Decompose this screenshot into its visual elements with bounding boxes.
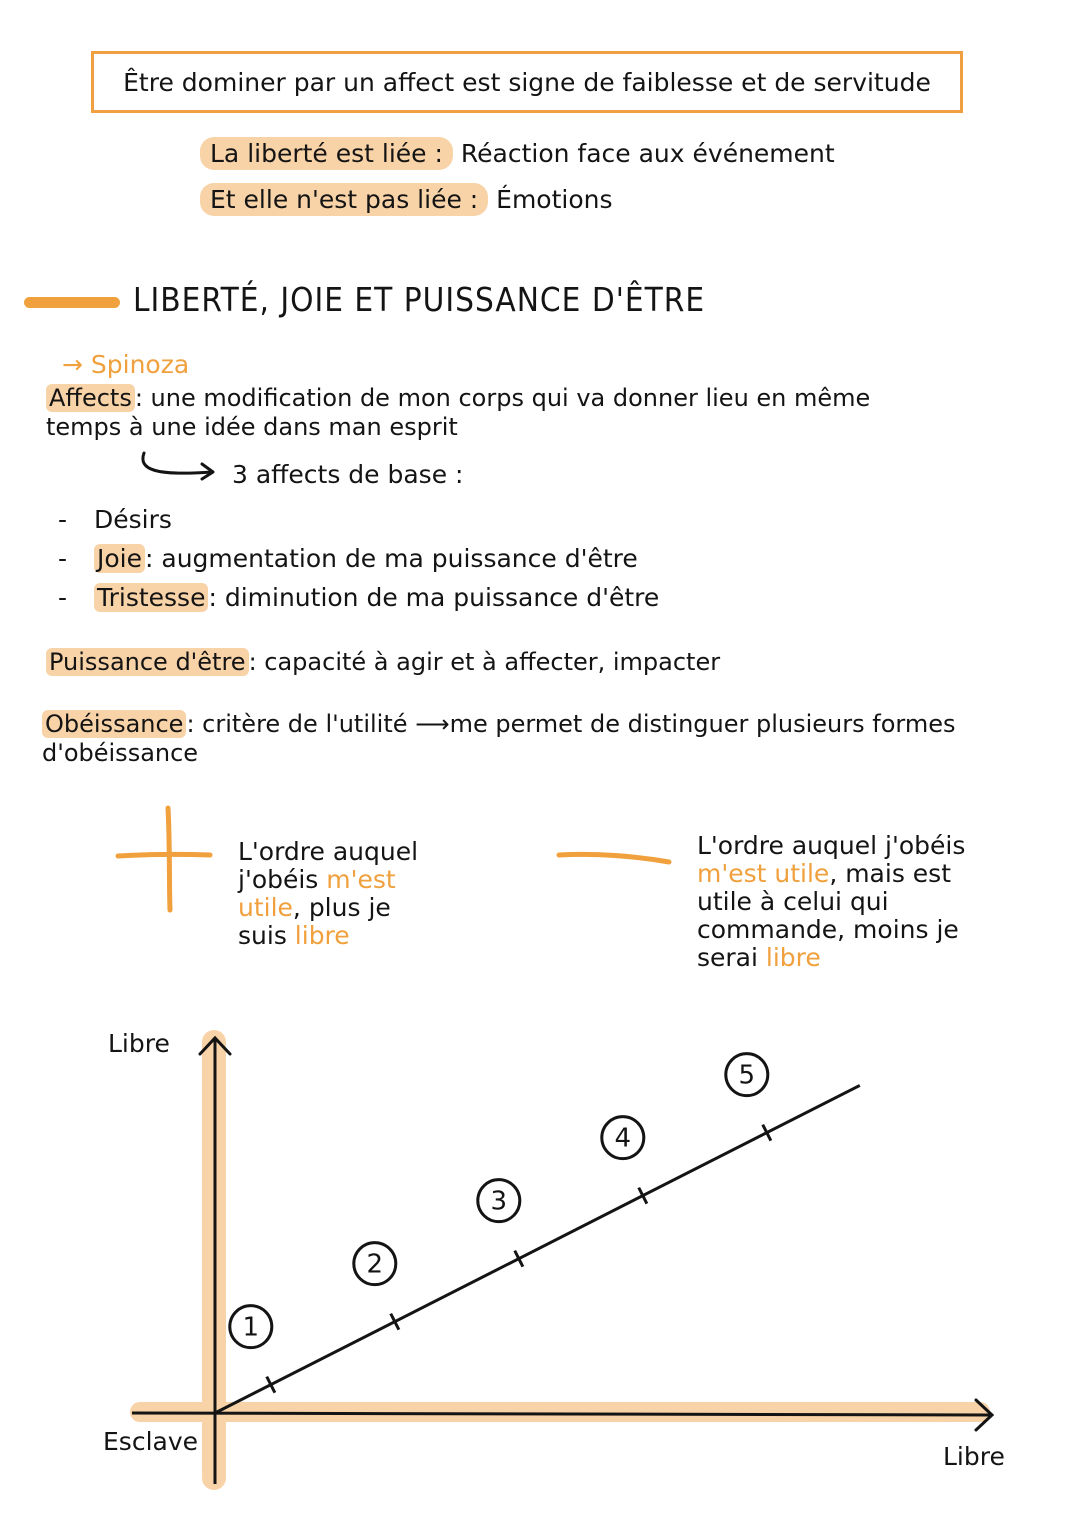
list-item <box>58 544 659 583</box>
plus-highlight: libre <box>294 921 350 950</box>
origin-label: Esclave <box>103 1427 199 1456</box>
minus-highlight: m'est utile <box>697 859 830 888</box>
minus-column-text <box>697 832 965 972</box>
puissance-definition <box>46 648 720 676</box>
bullet-term: Désirs <box>94 505 172 534</box>
x-axis-label: Libre <box>943 1442 1005 1471</box>
affects-def-line2: temps à une idée dans man esprit <box>46 413 458 441</box>
list-item <box>58 505 659 544</box>
arrow-icon: ⟶ <box>415 710 450 738</box>
base-affects-intro: 3 affects de base : <box>232 460 464 489</box>
minus-icon <box>555 846 675 870</box>
liberty-not-linked-row <box>200 185 613 214</box>
header-title: Être dominer par un affect est signe de faiblesse et de servitude <box>123 67 931 97</box>
plus-line: L'ordre auquel <box>238 837 419 866</box>
minus-line: utile à celui qui <box>697 887 889 916</box>
liberty-linked-label: La liberté est liée : <box>200 137 453 170</box>
y-axis-label: Libre <box>108 1029 170 1058</box>
bullet-def: : diminution de ma puissance d'être <box>208 583 660 612</box>
minus-line: commande, moins je <box>697 915 959 944</box>
section-title: LIBERTÉ, JOIE ET PUISSANCE D'ÊTRE <box>133 280 706 319</box>
plus-icon <box>112 804 216 916</box>
bullet-dash: - <box>58 544 68 573</box>
minus-highlight: libre <box>765 943 821 972</box>
point-label: 1 <box>242 1312 260 1343</box>
affects-list <box>58 505 659 622</box>
plus-highlight: m'est <box>326 865 396 894</box>
liberty-not-linked-value: Émotions <box>496 185 613 214</box>
progress-line <box>215 1085 860 1413</box>
minus-line: serai <box>697 943 758 972</box>
point-label: 5 <box>738 1060 756 1091</box>
bullet-def: : augmentation de ma puissance d'être <box>145 544 638 573</box>
obeissance-definition <box>42 710 1052 768</box>
plus-line: j'obéis <box>238 865 319 894</box>
puissance-def: : capacité à agir et à affecter, impacter <box>248 648 721 676</box>
affects-term: Affects <box>46 384 135 412</box>
x-axis <box>132 1413 990 1415</box>
bullet-term: Tristesse <box>94 583 208 612</box>
obeissance-def1: : critère de l'utilité <box>186 710 408 738</box>
plus-line: suis <box>238 921 287 950</box>
puissance-term: Puissance d'être <box>46 648 249 676</box>
minus-line: L'ordre auquel j'obéis <box>697 831 966 860</box>
plus-highlight: utile <box>238 893 293 922</box>
affects-def-line1: : une modification de mon corps qui va donner lieu en même <box>134 384 871 412</box>
liberty-linked-value: Réaction face aux événement <box>460 139 835 168</box>
liberty-linked-row <box>200 139 835 168</box>
liberty-chart <box>0 1010 1080 1510</box>
curved-arrow-icon <box>136 450 226 484</box>
affects-definition <box>46 384 1046 442</box>
plus-column-text <box>238 838 418 950</box>
obeissance-def2: me permet de distinguer plusieurs formes <box>449 710 956 738</box>
obeissance-def3: d'obéissance <box>42 739 199 767</box>
spinoza-ref: → Spinoza <box>62 350 190 379</box>
bullet-term: Joie <box>94 544 145 573</box>
point-label: 3 <box>490 1186 508 1217</box>
minus-line: , mais est <box>829 859 952 888</box>
obeissance-term: Obéissance <box>42 710 186 738</box>
header-box <box>91 51 963 113</box>
bullet-dash: - <box>58 583 68 612</box>
list-item <box>58 583 659 622</box>
liberty-not-linked-label: Et elle n'est pas liée : <box>200 183 488 216</box>
point-label: 4 <box>614 1123 632 1154</box>
point-label: 2 <box>366 1249 384 1280</box>
bullet-dash: - <box>58 505 68 534</box>
plus-line: , plus je <box>292 893 391 922</box>
section-dash <box>24 297 120 308</box>
